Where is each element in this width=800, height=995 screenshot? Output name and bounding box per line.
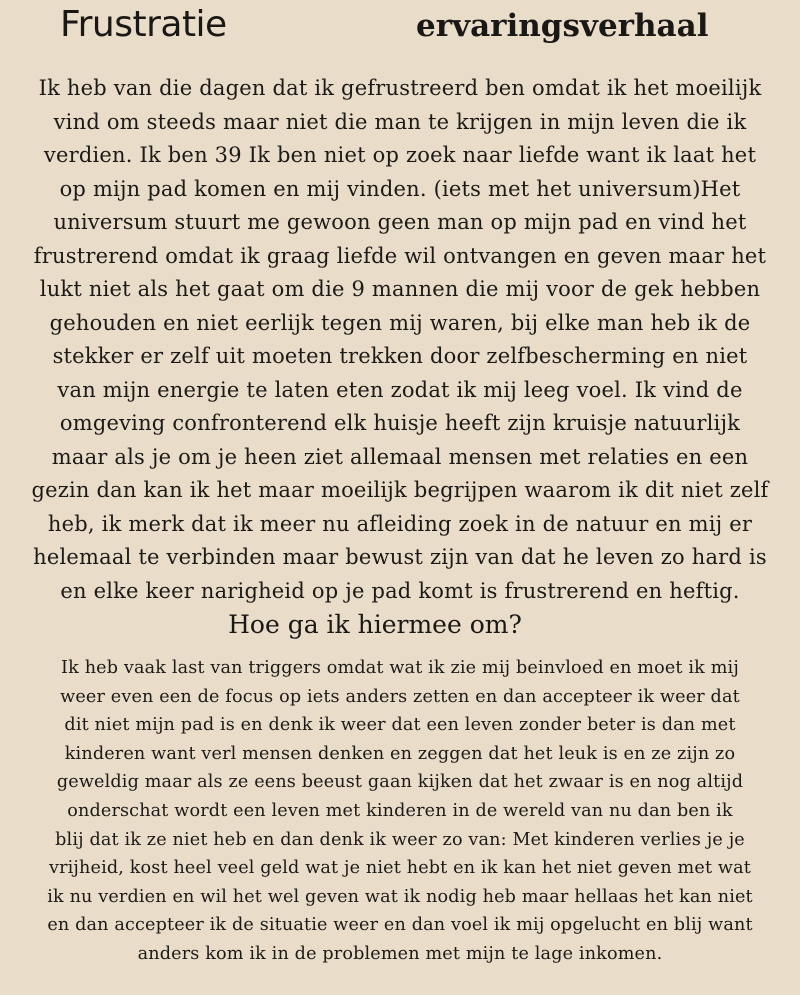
- story-line: heb, ik merk dat ik meer nu afleiding zoek in de natuur en mij er: [47, 511, 753, 536]
- coping-line: onderschat wordt een leven met kinderen in de wereld van nu dan ben ik: [67, 800, 733, 821]
- coping-line: kinderen want verl mensen denken en zeggen dat het leuk is en ze zijn zo: [64, 743, 736, 764]
- coping-line: geweldig maar als ze eens beeust gaan kijken dat het zwaar is en nog altijd: [56, 772, 744, 793]
- story-line: gezin dan kan ik het maar moeilijk begrijpen waarom ik dit niet zelf: [31, 478, 769, 502]
- story-line: maar als je om je heen ziet allemaal mensen met relaties en een: [51, 444, 749, 469]
- story-line: op mijn pad komen en mij vinden. (iets met het universum)Het: [59, 176, 741, 201]
- coping-line: ik nu verdien en wil het wel geven wat ik nodig heb maar hellaas het kan niet: [47, 886, 753, 907]
- coping-line: en dan accepteer ik de situatie weer en dan voel ik mij opgelucht en blij want: [47, 915, 753, 936]
- page-subtitle: ervaringsverhaal: [416, 8, 709, 44]
- story-line: gehouden en niet eerlijk tegen mij waren, bij elke man heb ik de: [49, 310, 751, 335]
- coping-line: anders kom ik in de problemen met mijn te lage inkomen.: [137, 943, 663, 964]
- coping-line: weer even een de focus op iets anders zetten en dan accepteer ik weer dat: [60, 686, 740, 707]
- coping-paragraph: [0, 654, 800, 969]
- story-line: helemaal te verbinden maar bewust zijn van dat he leven zo hard is: [33, 545, 767, 569]
- story-line: vind om steeds maar niet die man te krijgen in mijn leven die ik: [53, 109, 747, 134]
- story-line: frustrerend omdat ik graag liefde wil ontvangen en geven maar het: [33, 243, 767, 268]
- coping-line: dit niet mijn pad is en denk ik weer dat een leven zonder beter is dan met: [64, 715, 736, 736]
- story-line: Ik heb van die dagen dat ik gefrustreerd ben omdat ik het moeilijk: [38, 76, 762, 100]
- coping-line: blij dat ik ze niet heb en dan denk ik weer zo van: Met kinderen verlies je je: [55, 829, 745, 850]
- coping-line: vrijheid, kost heel veel geld wat je niet hebt en ik kan het niet geven met wat: [49, 858, 751, 879]
- page-title: Frustratie: [60, 4, 227, 45]
- story-line: van mijn energie te laten eten zodat ik mij leeg voel. Ik vind de: [57, 377, 743, 402]
- story-line: omgeving confronterend elk huisje heeft zijn kruisje natuurlijk: [59, 411, 741, 435]
- section-heading: Hoe ga ik hiermee om?: [228, 610, 522, 639]
- story-line: verdien. Ik ben 39 Ik ben niet op zoek naar liefde want ik laat het: [43, 143, 757, 167]
- story-line: lukt niet als het gaat om die 9 mannen die mij voor de gek hebben: [39, 277, 761, 301]
- story-paragraph: [4, 72, 796, 608]
- story-line: universum stuurt me gewoon geen man op mijn pad en vind het: [53, 210, 747, 234]
- story-line: stekker er zelf uit moeten trekken door zelfbescherming en niet: [52, 344, 748, 368]
- story-line: en elke keer narigheid op je pad komt is frustrerend en heftig.: [60, 578, 740, 603]
- coping-line: Ik heb vaak last van triggers omdat wat ik zie mij beinvloed en moet ik mij: [61, 658, 739, 678]
